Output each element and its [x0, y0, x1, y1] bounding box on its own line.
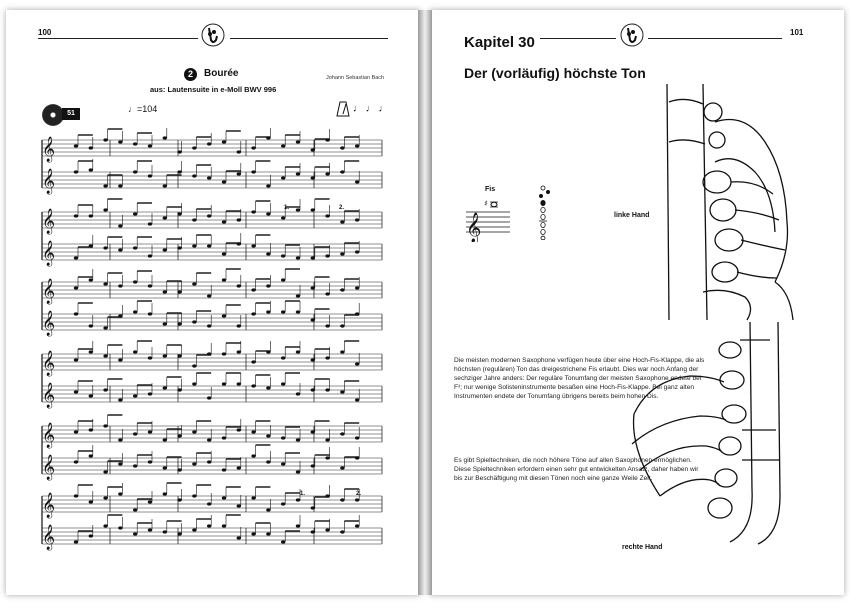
note-head — [192, 462, 196, 465]
note-head — [89, 324, 93, 327]
note-head — [133, 508, 137, 511]
note-head — [148, 500, 152, 503]
treble-clef: 𝄞 — [42, 209, 56, 234]
note-head — [89, 244, 93, 247]
treble-clef: 𝄞 — [42, 493, 56, 518]
note-head — [340, 252, 344, 255]
book-gutter — [418, 10, 432, 595]
volta-label: 1. — [300, 491, 306, 497]
note-head — [355, 524, 359, 527]
note-head — [163, 492, 167, 495]
treble-clef: 𝄞 — [42, 525, 56, 550]
note-head — [266, 350, 270, 353]
note-head — [237, 536, 241, 539]
note-head — [89, 428, 93, 431]
note-head — [266, 386, 270, 389]
note-head — [340, 288, 344, 291]
note-head — [296, 172, 300, 175]
note-head — [89, 534, 93, 537]
note-head — [118, 314, 122, 317]
note-head — [281, 356, 285, 359]
note-head — [103, 496, 107, 499]
note-head — [251, 210, 255, 213]
note-head — [103, 524, 107, 527]
note-head — [74, 358, 78, 361]
note-head — [281, 176, 285, 179]
note-head — [163, 290, 167, 293]
note-head — [89, 350, 93, 353]
note-head — [118, 462, 122, 465]
note-head — [325, 528, 329, 531]
note-head — [207, 294, 211, 297]
note-head — [207, 176, 211, 179]
note-head — [222, 436, 226, 439]
note-head — [89, 214, 93, 217]
note-head — [251, 288, 255, 291]
note-head — [163, 136, 167, 139]
note-head — [340, 146, 344, 149]
note-head — [148, 392, 152, 395]
note-head — [163, 438, 167, 441]
note-head — [89, 454, 93, 457]
note-head — [281, 462, 285, 465]
note-head — [74, 460, 78, 463]
note-head — [192, 494, 196, 497]
note-head — [325, 494, 329, 497]
note-head — [251, 170, 255, 173]
note-head — [222, 220, 226, 223]
note-head — [266, 136, 270, 139]
metronome-icon — [336, 101, 388, 117]
note-head — [133, 432, 137, 435]
note-head — [237, 350, 241, 353]
note-head — [192, 174, 196, 177]
header-rule-left-b — [230, 38, 388, 39]
note-head — [148, 222, 152, 225]
note-head — [148, 312, 152, 315]
piece-number-badge: 2 — [184, 68, 197, 81]
note-head — [237, 428, 241, 431]
note-head — [251, 430, 255, 433]
cd-icon — [42, 104, 64, 126]
note-head — [118, 284, 122, 287]
piece-source: aus: Lautensuite in e-Moll BWV 996 — [150, 85, 277, 94]
note-head — [296, 524, 300, 527]
note-head — [281, 436, 285, 439]
note-head — [237, 218, 241, 221]
note-head — [148, 430, 152, 433]
note-head — [192, 282, 196, 285]
note-head — [222, 180, 226, 183]
note-head — [222, 278, 226, 281]
note-head — [192, 146, 196, 149]
composer-name: Johann Sebastian Bach — [326, 75, 385, 81]
note-head — [251, 244, 255, 247]
note-head — [296, 392, 300, 395]
note-head — [222, 382, 226, 385]
note-head — [296, 294, 300, 297]
note-head — [325, 324, 329, 327]
note-head — [251, 532, 255, 535]
note-head — [237, 172, 241, 175]
note-head — [237, 284, 241, 287]
note-head — [355, 144, 359, 147]
note-head — [237, 324, 241, 327]
track-number: 51 — [62, 108, 80, 120]
metronome-beats: ♩ ♩ ♩ — [352, 103, 389, 115]
note-head — [118, 140, 122, 143]
note-head — [325, 356, 329, 359]
note-head — [355, 456, 359, 459]
note-head — [103, 246, 107, 249]
note-head — [133, 142, 137, 145]
note-head — [355, 398, 359, 401]
note-head — [296, 498, 300, 501]
note-head — [207, 214, 211, 217]
tempo-mark: ♩=104 — [128, 104, 158, 114]
note-head — [281, 382, 285, 385]
note-head — [74, 170, 78, 173]
note-head — [325, 292, 329, 295]
note-head — [74, 430, 78, 433]
note-head — [89, 278, 93, 281]
note-head — [207, 142, 211, 145]
sheet-music-score — [32, 128, 392, 560]
note-head — [222, 524, 226, 527]
note-head — [163, 216, 167, 219]
note-head — [296, 208, 300, 211]
section-subtitle: Der (vorläufig) höchste Ton — [464, 65, 646, 81]
note-head — [237, 242, 241, 245]
note-head — [192, 244, 196, 247]
note-head — [103, 208, 107, 211]
treble-clef: 𝄞 — [42, 423, 56, 448]
note-head — [118, 526, 122, 529]
note-head — [163, 248, 167, 251]
note-head — [163, 466, 167, 469]
note-head — [74, 312, 78, 315]
note-head — [325, 254, 329, 257]
note-head — [118, 248, 122, 251]
note-head — [340, 466, 344, 469]
note-head — [192, 382, 196, 385]
treble-clef: 𝄞 — [42, 383, 56, 408]
note-head — [266, 184, 270, 187]
note-head — [311, 208, 315, 211]
note-head — [281, 216, 285, 219]
body-paragraph-1 — [454, 356, 706, 401]
note-head — [355, 250, 359, 253]
svg-text:♯: ♯ — [484, 199, 488, 208]
note-head — [222, 496, 226, 499]
note-head — [281, 502, 285, 505]
note-head — [192, 364, 196, 367]
note-head — [148, 254, 152, 257]
note-head — [340, 220, 344, 223]
treble-clef: 𝄞 — [42, 241, 56, 266]
note-head — [192, 528, 196, 531]
note-head — [133, 170, 137, 173]
note-head — [163, 386, 167, 389]
note-head — [340, 350, 344, 353]
note-head — [103, 282, 107, 285]
note-head — [74, 286, 78, 289]
note-head — [133, 532, 137, 535]
note-head — [118, 438, 122, 441]
note-head — [133, 464, 137, 467]
page-number-right: 101 — [790, 28, 804, 37]
note-head — [192, 218, 196, 221]
note-head — [340, 170, 344, 173]
note-head — [355, 286, 359, 289]
treble-clef: 𝄞 — [42, 169, 56, 194]
note-head — [148, 460, 152, 463]
note-head — [207, 396, 211, 399]
note-head — [281, 144, 285, 147]
note-head — [103, 138, 107, 141]
note-head — [74, 540, 78, 543]
note-head — [207, 244, 211, 247]
note-head — [148, 174, 152, 177]
treble-clef: 𝄞 — [42, 455, 56, 480]
note-head — [163, 354, 167, 357]
volta-label: 2. — [356, 491, 362, 497]
header-rule-left-a — [38, 38, 198, 39]
volta-label: 1. — [284, 205, 290, 211]
note-head — [355, 218, 359, 221]
note-head — [207, 324, 211, 327]
paragraph-text: Es gibt Spieltechniken, die noch höhere Töne auf allen Saxophonen ermöglichen. Diese Spieltechniken erfordern einen sehr gut entwickelten Ansatz, daher haben wir bis zur Beschäftigung mit diesen Tönen noch eine ganze Weile Zeit. — [454, 457, 699, 483]
note-head — [222, 352, 226, 355]
note-head — [103, 470, 107, 473]
body-paragraph-2 — [454, 456, 706, 483]
note-head — [355, 312, 359, 315]
note-head — [89, 394, 93, 397]
note-head — [266, 508, 270, 511]
note-head — [325, 172, 329, 175]
note-head — [133, 310, 137, 313]
note-head — [118, 184, 122, 187]
note-head — [281, 310, 285, 313]
note-head — [325, 438, 329, 441]
note-head — [222, 314, 226, 317]
note-head — [266, 460, 270, 463]
note-head — [355, 498, 359, 501]
note-head — [296, 350, 300, 353]
note-head — [118, 358, 122, 361]
metronome-glyph-icon — [336, 101, 350, 117]
note-head — [74, 390, 78, 393]
note-head — [251, 496, 255, 499]
note-head — [207, 352, 211, 355]
note-staff-example — [464, 196, 512, 242]
note-head — [340, 324, 344, 327]
note-head — [163, 530, 167, 533]
note-head — [266, 532, 270, 535]
treble-clef: 𝄞 — [42, 137, 56, 162]
note-head — [266, 434, 270, 437]
note-head — [251, 384, 255, 387]
right-hand-illustration — [630, 320, 810, 545]
note-head — [103, 184, 107, 187]
chapter-title: Kapitel 30 — [464, 34, 535, 51]
note-head — [251, 146, 255, 149]
note-head — [148, 528, 152, 531]
note-head — [192, 430, 196, 433]
note-head — [325, 214, 329, 217]
left-hand-illustration — [655, 82, 805, 322]
note-head — [133, 246, 137, 249]
note-head — [281, 278, 285, 281]
note-head — [103, 354, 107, 357]
note-label: Fis — [485, 186, 496, 193]
header-rule-right-b — [648, 38, 782, 39]
saxophone-logo-icon — [619, 22, 645, 48]
treble-clef: 𝄞 — [42, 311, 56, 336]
note-head — [296, 438, 300, 441]
note-head — [325, 138, 329, 141]
note-head — [74, 144, 78, 147]
note-head — [103, 326, 107, 329]
piece-title: Bourée — [204, 68, 239, 79]
page-number-left: 100 — [38, 28, 52, 37]
note-head — [207, 502, 211, 505]
paragraph-text: Die meisten modernen Saxophone verfügen heute über eine Hoch-Fis-Klappe, die als höchsten (regulären) Ton das dreigestrichene Fis erlaubt. Dies war noch Anfang der sechziger Jahre anders: Der reguläre Tonumfang der meisten Saxophone endete bei F³; nur wenige Solisteninstrumente besaßen eine Hoch-Fis-Klappe. Bei ganz alten Instrumenten endete der Tonumfang übrigens bereits beim hohen Dis. — [454, 357, 705, 401]
note-head — [355, 180, 359, 183]
note-head — [222, 140, 226, 143]
note-head — [237, 150, 241, 153]
note-head — [207, 524, 211, 527]
note-head — [340, 390, 344, 393]
note-head — [133, 394, 137, 397]
note-head — [192, 320, 196, 323]
note-head — [237, 504, 241, 507]
note-head — [89, 146, 93, 149]
treble-clef: 𝄞 — [42, 279, 56, 304]
treble-clef: 𝄞 — [42, 351, 56, 376]
note-head — [118, 398, 122, 401]
note-head — [133, 280, 137, 283]
note-head — [163, 184, 167, 187]
note-head — [340, 498, 344, 501]
note-head — [148, 284, 152, 287]
note-head — [237, 382, 241, 385]
note-head — [355, 362, 359, 365]
note-head — [266, 310, 270, 313]
note-head — [148, 356, 152, 359]
right-hand-label: rechte Hand — [622, 544, 663, 551]
note-head — [296, 140, 300, 143]
note-head — [207, 438, 211, 441]
note-head — [163, 322, 167, 325]
note-head — [296, 470, 300, 473]
note-head — [340, 432, 344, 435]
note-head — [296, 310, 300, 313]
note-head — [355, 436, 359, 439]
note-head — [89, 168, 93, 171]
volta-label: 2. — [339, 205, 345, 211]
note-head — [118, 492, 122, 495]
note-head — [237, 466, 241, 469]
note-head — [325, 456, 329, 459]
note-head — [74, 256, 78, 259]
header-rule-right-a — [540, 38, 616, 39]
note-head — [222, 468, 226, 471]
note-head — [281, 540, 285, 543]
note-head — [266, 252, 270, 255]
fingering-chart — [535, 184, 555, 240]
note-head — [251, 312, 255, 315]
note-head — [296, 256, 300, 259]
note-head — [74, 494, 78, 497]
note-head — [251, 360, 255, 363]
left-hand-label: linke Hand — [614, 212, 650, 219]
note-head — [74, 214, 78, 217]
note-head — [222, 252, 226, 255]
note-head — [103, 424, 107, 427]
svg-text:𝄞: 𝄞 — [466, 213, 482, 242]
note-head — [207, 460, 211, 463]
note-head — [133, 212, 137, 215]
note-head — [148, 144, 152, 147]
note-head — [89, 500, 93, 503]
note-head — [251, 454, 255, 457]
note-head — [281, 254, 285, 257]
note-head — [133, 350, 137, 353]
note-head — [340, 530, 344, 533]
note-head — [118, 224, 122, 227]
note-head — [266, 212, 270, 215]
saxophone-logo-icon — [200, 22, 226, 48]
note-head — [325, 388, 329, 391]
note-head — [103, 388, 107, 391]
note-head — [266, 284, 270, 287]
